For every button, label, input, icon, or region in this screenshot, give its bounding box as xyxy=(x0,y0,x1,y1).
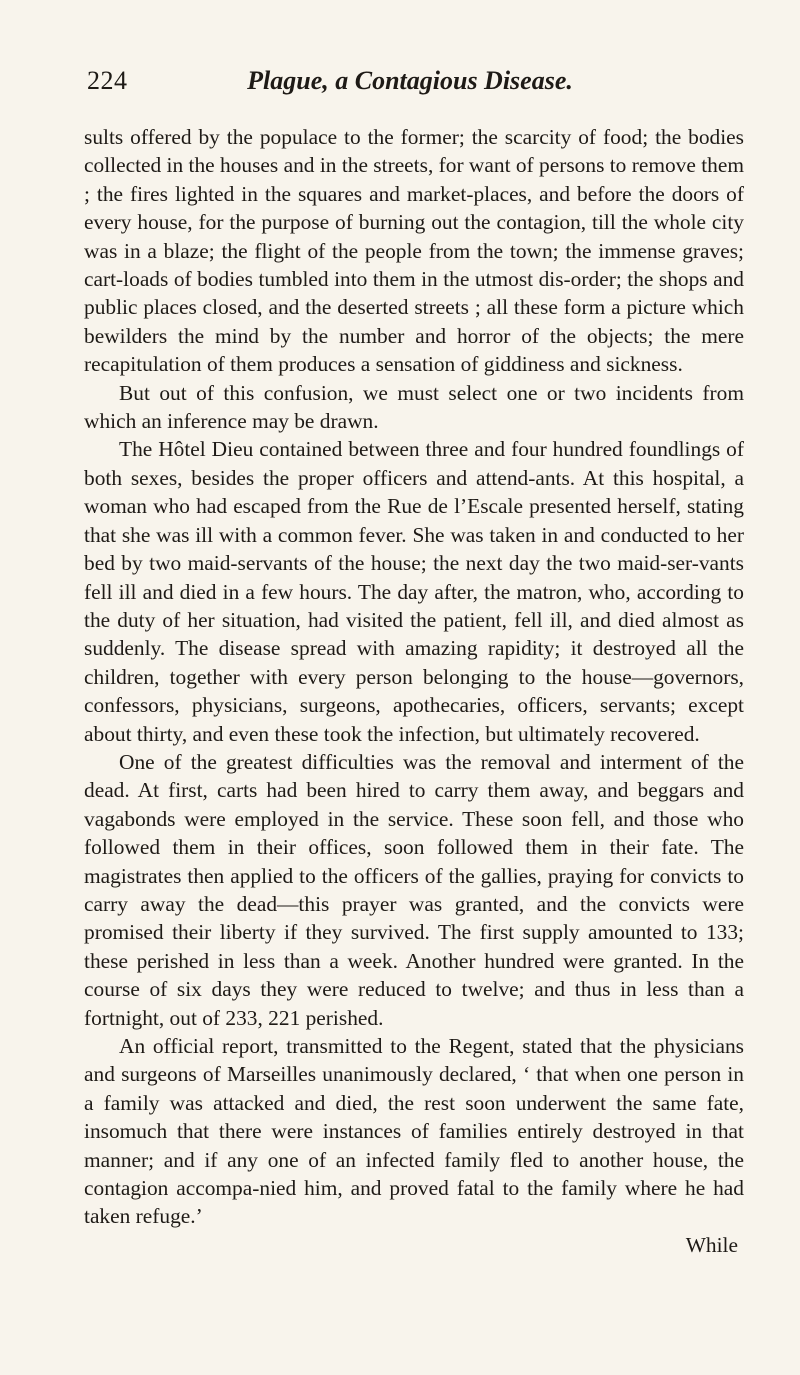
paragraph-continuation: sults offered by the populace to the former; the scarcity of food; the bodies collected in the houses and in the streets, for want of persons to remove them ; the fires lighted in the squares and market-places, and before the doors of every house, for the purpose of burning out the contagion, till the whole city was in a blaze; the flight of the people from the town; the immense graves; cart-loads of bodies tumbled into them in the utmost dis-order; the shops and public places closed, and the deserted streets ; all these form a picture which bewilders the mind by the number and horror of the objects; the mere recapitulation of them produces a sensation of giddiness and sickness. xyxy=(84,125,744,377)
page-number: 224 xyxy=(87,66,128,95)
paragraph-removal-of-dead: One of the greatest difficulties was the removal and interment of the dead. At first, carts had been hired to carry them away, and beggars and vagabonds were employed in the service. These soon fell, and those who followed them in their offices, soon followed them in their fate. The magistrates then applied to the officers of the gallies, praying for convicts to carry away the dead—this prayer was granted, and the convicts were promised their liberty if they survived. The first supply amounted to 133; these perished in less than a week. Another hundred were granted. In the course of six days they were reduced to twelve; and thus in less than a fortnight, out of 233, 221 perished. xyxy=(84,749,744,1030)
paragraph-official-report: An official report, transmitted to the Regent, stated that the physicians and surgeons of Marseilles unanimously declared, ‘ that when one person in a family was attacked and died, the rest soon underwent the same fate, insomuch that there were instances of families entirely destroyed in that manner; and if any one of an infected family fled to another house, the contagion accompa-nied him, and proved fatal to the family where he had taken refuge.’ xyxy=(84,1034,744,1229)
body-text xyxy=(84,123,744,1259)
running-title: Plague, a Contagious Disease. xyxy=(247,66,573,95)
paragraph-hotel-dieu: The Hôtel Dieu contained between three and four hundred foundlings of both sexes, besides the proper officers and attend-ants. At this hospital, a woman who had escaped from the Rue de l’Escale presented herself, stating that she was ill with a common fever. She was taken in and conducted to her bed by two maid-servants of the house; the next day the two maid-ser-vants fell ill and died in a few hours. The day after, the matron, who, according to the duty of her situation, had visited the patient, fell ill, and died almost as suddenly. The disease spread with amazing rapidity; it destroyed all the children, together with every person belonging to the house—governors, confessors, physicians, surgeons, apothecaries, officers, servants; except about thirty, and even these took the infection, but ultimately recovered. xyxy=(84,437,744,746)
page-header xyxy=(87,66,733,106)
catchword: While xyxy=(685,1232,738,1257)
paragraph-confusion: But out of this confusion, we must select one or two incidents from which an inference may be drawn. xyxy=(84,380,744,434)
